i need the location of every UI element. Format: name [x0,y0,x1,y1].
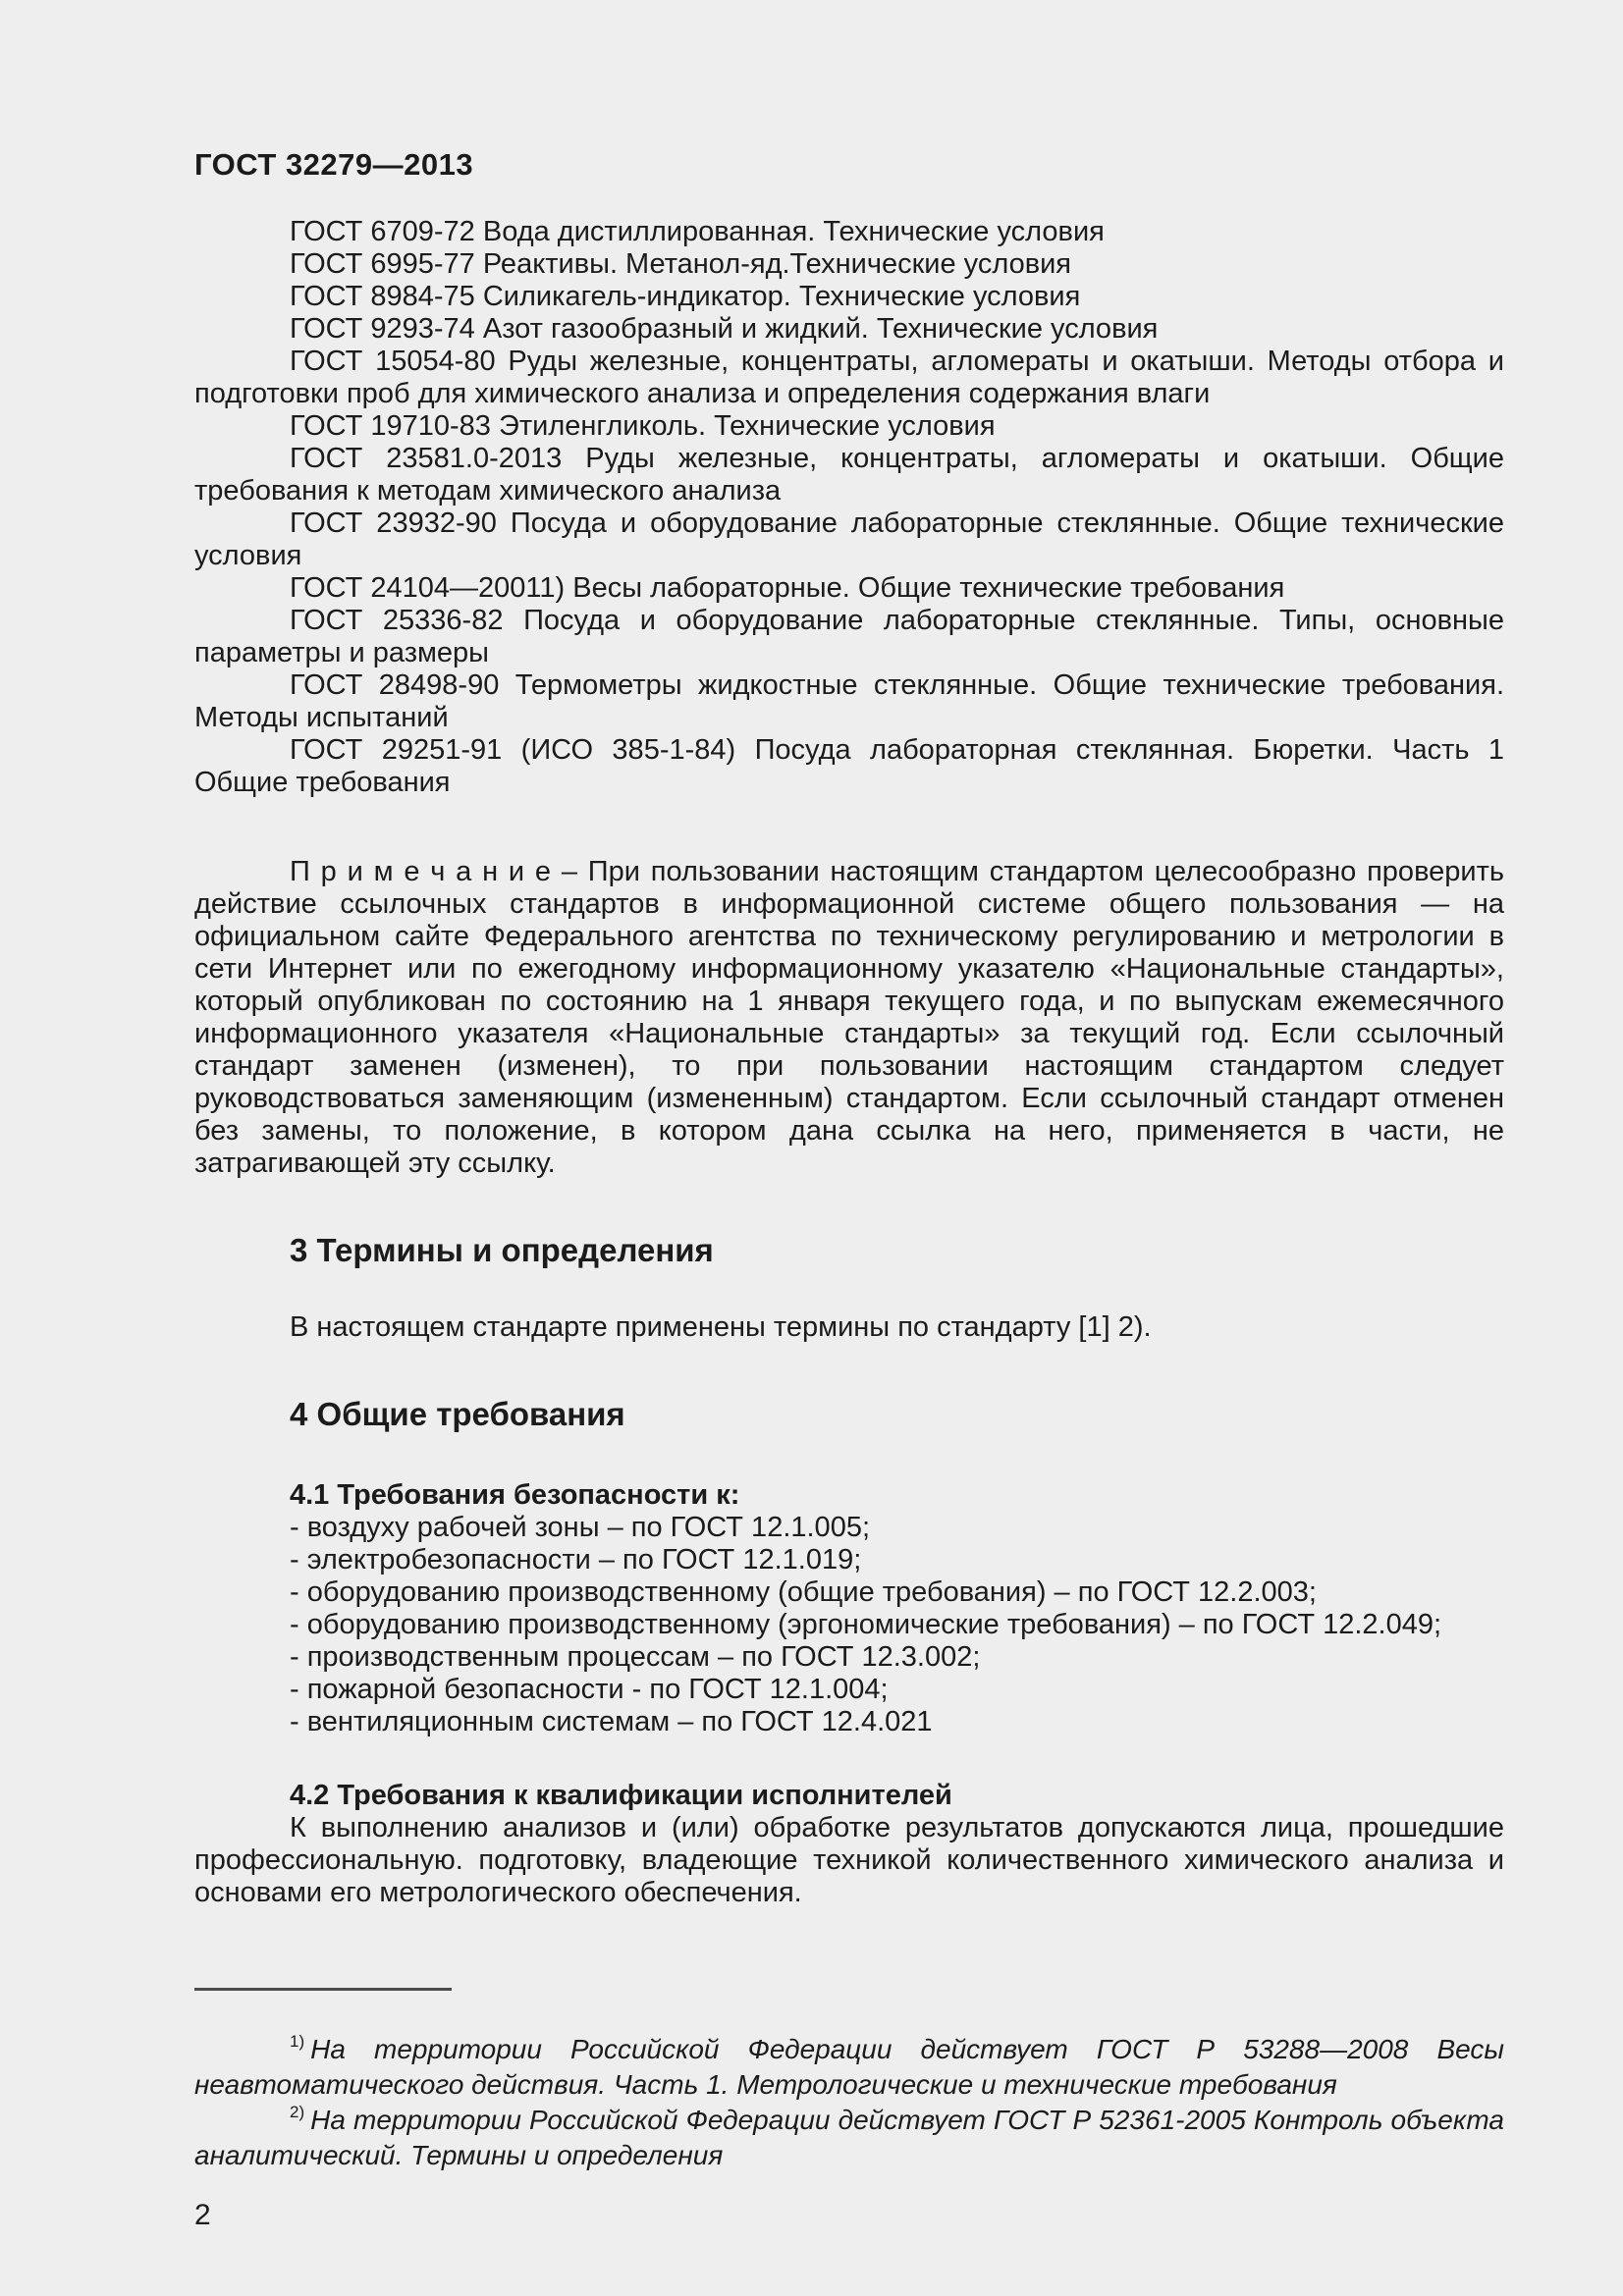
page-number: 2 [194,2199,211,2231]
subsection-4-1-heading: 4.1 Требования безопасности к: [290,1479,740,1511]
reference-item: ГОСТ 9293-74 Азот газообразный и жидкий. Технические условия [290,313,1159,345]
footnote-text: На территории Российской Федерации действует ГОСТ Р 53288—2008 Весы неавтоматического действия. Часть 1. Метрологические и технические требования [194,2034,1504,2100]
subsection-4-2-heading: 4.2 Требования к квалификации исполнителей [290,1780,952,1811]
qualification-paragraph: К выполнению анализов и (или) обработке результатов допускаются лица, прошедшие профессиональную. подготовку, владеющие техникой количественного химического анализа и основами его метрологического обеспечения. [194,1812,1504,1908]
section-4-heading: 4 Общие требования [290,1396,625,1432]
footnote-marker: 1) [290,2032,305,2051]
footnotes-list [194,2032,1504,2173]
safety-requirement-item: - электробезопасности – по ГОСТ 12.1.019; [290,1544,862,1575]
footnote-marker: 2) [290,2103,305,2121]
reference-item: ГОСТ 8984-75 Силикагель-индикатор. Технические условия [290,281,1081,312]
safety-requirement-item: - оборудованию производственному (общие требования) – по ГОСТ 12.2.003; [290,1576,1317,1608]
reference-item: ГОСТ 6709-72 Вода дистиллированная. Технические условия [290,216,1105,247]
safety-requirement-item: - вентиляционным системам – по ГОСТ 12.4.021 [290,1706,933,1737]
reference-item: ГОСТ 23581.0-2013 Руды железные, концентраты, агломераты и окатыши. Общие требования к методам химического анализа [194,443,1504,507]
reference-item: ГОСТ 6995-77 Реактивы. Метанол-яд.Технические условия [290,248,1072,280]
reference-item: ГОСТ 19710-83 Этиленгликоль. Технические условия [290,410,996,442]
reference-item: ГОСТ 23932-90 Посуда и оборудование лабораторные стеклянные. Общие технические условия [194,507,1504,571]
references-list [194,216,1504,799]
safety-requirement-item: - воздуху рабочей зоны – по ГОСТ 12.1.005; [290,1512,871,1543]
reference-item: ГОСТ 29251-91 (ИСО 385-1-84) Посуда лабораторная стеклянная. Бюретки. Часть 1 Общие требования [194,734,1504,798]
footnote-text: На территории Российской Федерации действует ГОСТ Р 52361-2005 Контроль объекта аналитический. Термины и определения [194,2105,1504,2170]
note-block [194,856,1504,1180]
footnote-item [194,2103,1504,2173]
safety-requirement-item: - производственным процессам – по ГОСТ 12.3.002; [290,1641,981,1673]
footnote-divider [194,1988,452,1991]
reference-item: ГОСТ 15054-80 Руды железные, концентраты, агломераты и окатыши. Методы отбора и подготовки проб для химического анализа и определения содержания влаги [194,346,1504,409]
qualification-block [194,1812,1504,1909]
terms-block [194,1311,1504,1344]
note-paragraph: П р и м е ч а н и е – При пользовании настоящим стандартом целесообразно проверить действие ссылочных стандартов в информационной системе общего пользования — на официальном сайте Федерального агентства по техническому регулированию и метрологии в сети Интернет или по ежегодному информационному указателю «Национальные стандарты», который опубликован по состоянию на 1 января текущего года, и по выпускам ежемесячного информационного указателя «Национальные стандарты» за текущий год. Если ссылочный стандарт заменен (изменен), то при пользовании настоящим стандартом следует руководствоваться заменяющим (измененным) стандартом. Если ссылочный стандарт отменен без замены, то положение, в котором дана ссылка на него, применяется в части, не затрагивающей эту ссылку. [194,856,1504,1179]
reference-item: ГОСТ 24104—20011) Весы лабораторные. Общие технические требования [290,572,1285,604]
safety-requirement-item: - оборудованию производственному (эргономические требования) – по ГОСТ 12.2.049; [290,1609,1442,1640]
terms-paragraph: В настоящем стандарте применены термины по стандарту [1] 2). [290,1311,1152,1343]
footnote-item [194,2032,1504,2103]
section-3-heading: 3 Термины и определения [290,1232,714,1268]
safety-requirements-list [194,1512,1504,1738]
reference-item: ГОСТ 25336-82 Посуда и оборудование лабораторные стеклянные. Типы, основные параметры и размеры [194,605,1504,668]
document-number-header: ГОСТ 32279—2013 [194,147,474,182]
reference-item: ГОСТ 28498-90 Термометры жидкостные стеклянные. Общие технические требования. Методы испытаний [194,669,1504,733]
safety-requirement-item: - пожарной безопасности - по ГОСТ 12.1.004; [290,1674,889,1705]
